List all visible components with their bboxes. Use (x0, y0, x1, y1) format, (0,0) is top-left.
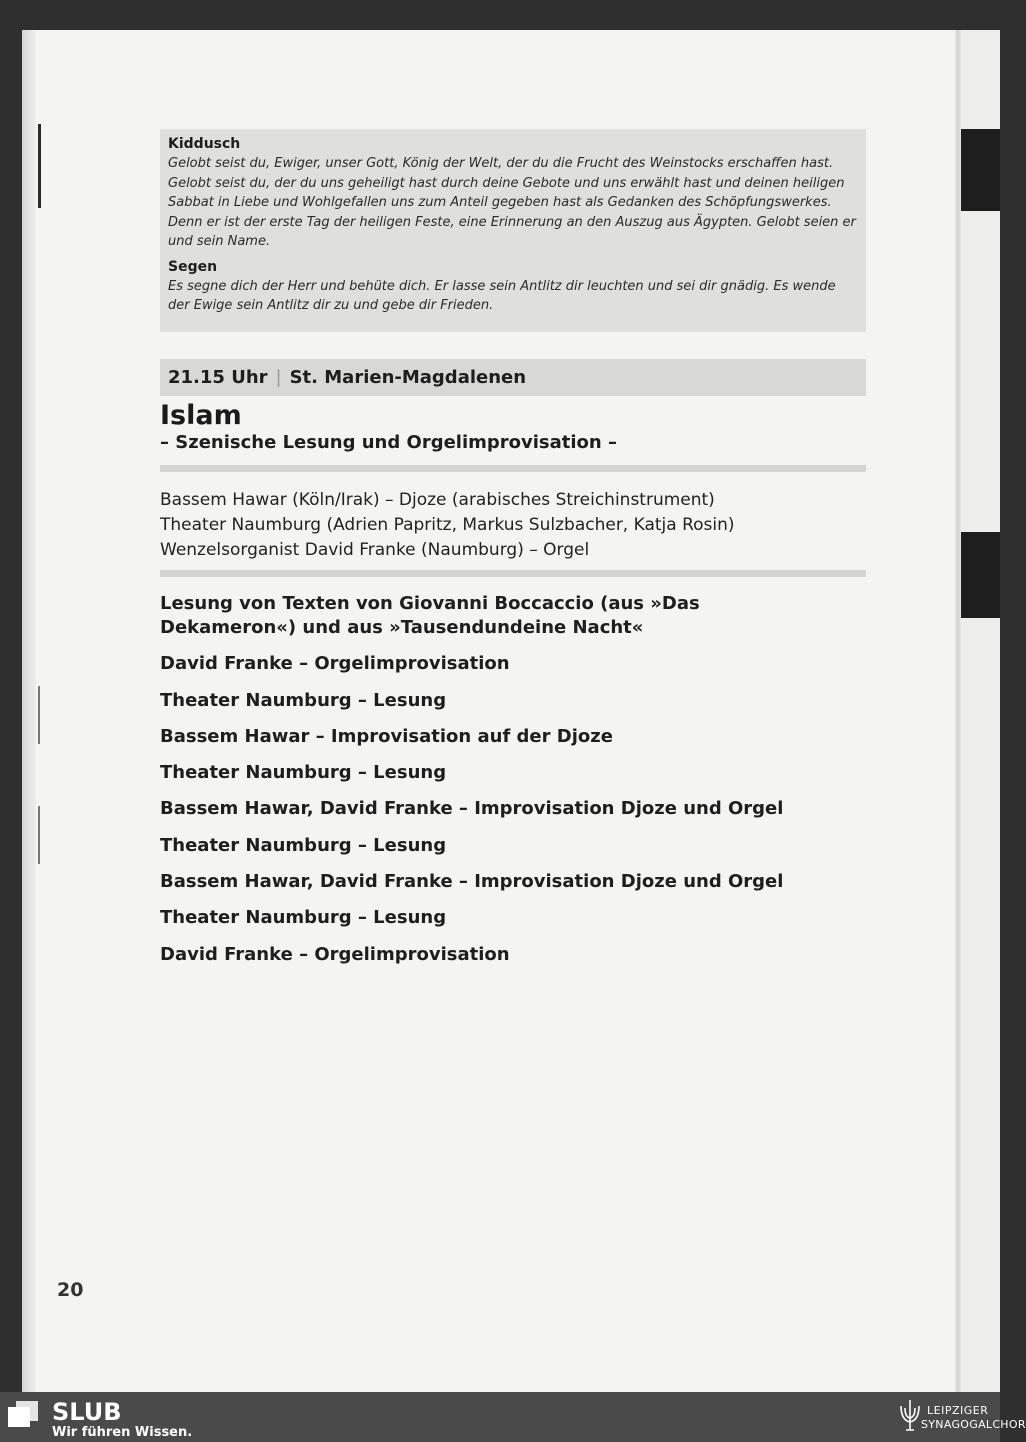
performer-line: Theater Naumburg (Adrien Papritz, Markus Sulzbacher, Katja Rosin) (160, 515, 735, 535)
slub-tagline: Wir führen Wissen. (52, 1425, 193, 1440)
slub-name: SLUB (52, 1398, 122, 1426)
divider (160, 465, 866, 472)
margin-mark (38, 806, 40, 864)
page-edge (22, 30, 36, 1392)
program-item: Bassem Hawar, David Franke – Improvisation Djoze und Orgel (160, 798, 784, 820)
program-item: Bassem Hawar, David Franke – Improvisation Djoze und Orgel (160, 871, 784, 893)
menorah-icon (897, 1396, 923, 1436)
event-time-bar (160, 359, 866, 396)
kiddusch-heading: Kiddusch (168, 136, 241, 152)
margin-mark (38, 124, 41, 208)
segen-text: Es segne dich der Herr und behüte dich. Er lasse sein Antlitz dir leuchten und sei dir gnädig. Es wende der Ewige sein Antlitz dir zu und gebe dir Frieden. (168, 278, 836, 313)
facing-page-tab-middle (961, 532, 1000, 618)
kiddusch-text: Gelobt seist du, Ewiger, unser Gott, König der Welt, der du die Frucht des Weinstocks erschaffen hast. Gelobt seist du, der du uns geheiligt hast durch deine Gebote und uns erwählt hast und deinen heiligen Sabbat in Liebe und Wohlgefallen uns zum Anteil gegeben hast als Gedanken des Schöpfungswerkes. Denn er ist der erste Tag der heiligen Feste, eine Erinnerung an den Auszug aus Ägypten. Gelobt seien er und sein Name. (168, 156, 856, 249)
program-item: Bassem Hawar – Improvisation auf der Djoze (160, 725, 613, 747)
program-item: David Franke – Orgelimprovisation (160, 943, 510, 965)
divider (160, 570, 866, 577)
margin-mark (38, 686, 40, 744)
choir-name-line2: SYNAGOGALCHOR (921, 1418, 1026, 1431)
event-title: Islam (160, 400, 242, 431)
event-separator: | (275, 367, 282, 388)
facing-page-tab-top (961, 129, 1000, 211)
program-item: Theater Naumburg – Lesung (160, 762, 447, 784)
program-item: Theater Naumburg – Lesung (160, 834, 447, 856)
segen-heading: Segen (168, 258, 218, 275)
event-venue: St. Marien-Magdalenen (289, 367, 527, 388)
prayer-box (160, 129, 866, 332)
book-icon (8, 1401, 38, 1427)
choir-name-line1: LEIPZIGER (927, 1404, 989, 1417)
footer-bar (0, 1392, 1026, 1442)
event-subtitle: – Szenische Lesung und Orgelimprovisation – (160, 432, 618, 453)
program-item: Theater Naumburg – Lesung (160, 689, 447, 711)
facing-page (961, 30, 1000, 1392)
page-number: 20 (57, 1279, 84, 1301)
program-item: David Franke – Orgelimprovisation (160, 653, 510, 675)
performer-line: Wenzelsorganist David Franke (Naumburg) – Orgel (160, 540, 590, 560)
program-list (160, 592, 860, 979)
program-item: Lesung von Texten von Giovanni Boccaccio (aus »Das Dekameron«) und aus »Tausendundeine Nacht« (160, 593, 700, 638)
performer-list (160, 488, 735, 563)
event-time: 21.15 Uhr (168, 367, 268, 388)
performer-line: Bassem Hawar (Köln/Irak) – Djoze (arabisches Streichinstrument) (160, 490, 715, 510)
program-item: Theater Naumburg – Lesung (160, 907, 447, 929)
